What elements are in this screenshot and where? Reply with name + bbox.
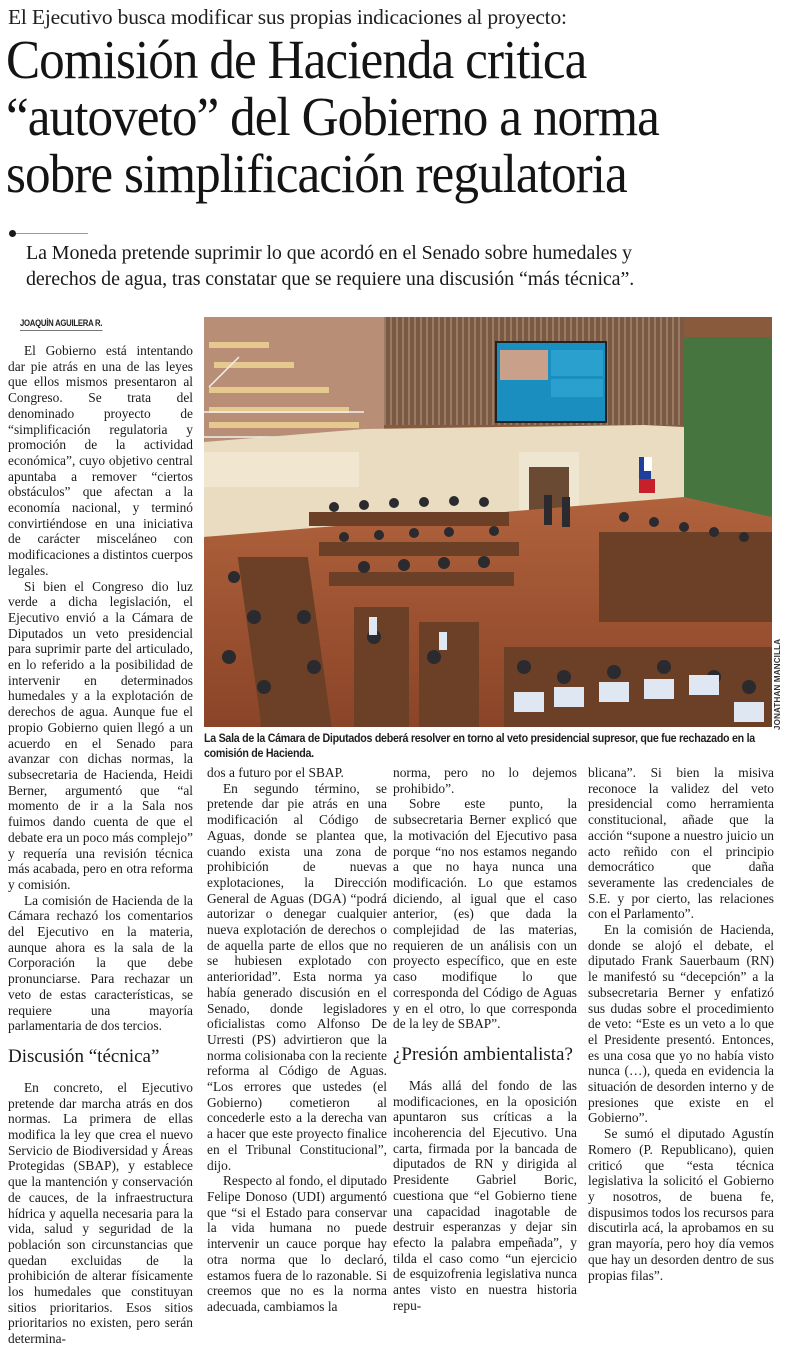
photo bbox=[204, 317, 772, 727]
column-4 bbox=[588, 765, 774, 1283]
chamber-photo-illustration bbox=[204, 317, 772, 727]
deck-rule bbox=[10, 233, 88, 234]
column-1 bbox=[8, 343, 193, 1347]
body-paragraph: Más allá del fondo de las modificaciones, en la oposición apuntaron sus críticas a la incoherencia del Ejecutivo. Una carta, firmada por la bancada de diputados de RN y dirigida al Presidente Gabriel Boric, cuestiona que “el Gobierno tiene una capacidad inagotable de destruir esperanzas y dejar sin efecto la palabra empeñada”, y tilda el caso como “un ejercicio de esquizofrenia legislativa nunca antes visto en nuestra historia repu- bbox=[393, 1077, 577, 1313]
body-paragraph: La comisión de Hacienda de la Cámara rechazó los comentarios del Ejecutivo en la materia, aunque ahora es la sala de la Corporación la que debe pronunciarse. Para rechazar un veto de estas características, se requiere una mayoría parlamentaria de dos tercios. bbox=[8, 892, 193, 1034]
photo-credit-text: JONATHAN MANCILLA bbox=[773, 638, 782, 730]
deck-bullet-icon bbox=[9, 230, 16, 237]
section-subheading: Discusión “técnica” bbox=[8, 1045, 160, 1067]
section-subheading: ¿Presión ambientalista? bbox=[393, 1043, 573, 1065]
body-paragraph: Se sumó el diputado Agustín Romero (P. Republicano), quien criticó que “esta técnica legislativa la solicitó el Gobierno y nosotros, de buena fe, dispusimos todos los recursos para discutirla acá, la aprobamos en su gran mayoría, pero hoy día vemos que hay un desorden dentro de sus propias filas”. bbox=[588, 1126, 774, 1283]
headline bbox=[6, 31, 731, 202]
photo-caption: La Sala de la Cámara de Diputados deberá resolver en torno al veto presidencial supresor, que fue rechazado en la comisión de Hacienda. bbox=[204, 732, 755, 760]
body-paragraph: Respecto al fondo, el diputado Felipe Donoso (UDI) argumentó que “si el Estado para conservar la vida humana no puede intervenir un cauce porque hay otra norma que lo declaró, estamos fuera de lo razonable. Si creemos que no es la norma adecuada, cambiamos la bbox=[207, 1173, 387, 1314]
byline: JOAQUÍN AGUILERA R. bbox=[20, 318, 102, 331]
kicker: El Ejecutivo busca modificar sus propias indicaciones al proyecto: bbox=[8, 5, 567, 29]
body-paragraph-continuation: dos a futuro por el SBAP. bbox=[207, 765, 344, 780]
body-paragraph-continuation: blicana”. Si bien la misiva reconoce la validez del veto presidencial como herramienta constitucional, añade que la acción “supone a nuestro juicio un acto reñido con el principio democrático que daña severamente las credenciales de S.E. y por cierto, las relaciones con el Parlamento”. bbox=[588, 765, 774, 922]
body-paragraph: Sobre este punto, la subsecretaria Berner explicó que la motivación del Ejecutivo pasa porque “no nos estamos negando a que no haya nunca una modificación. Lo que estamos diciendo, al igual que el caso anterior, (es) que dada la complejidad de las materias, requieren de un análisis con un proyecto específico, que en este caso modifique lo que corresponda del Código de Aguas y en el otro, lo que corresponda de la ley de SBAP”. bbox=[393, 796, 577, 1032]
deck-line: La Moneda pretende suprimir lo que acordó en el Senado sobre humedales y bbox=[26, 242, 632, 264]
deck-line: derechos de agua, tras constatar que se requiere una discusión “más técnica”. bbox=[26, 268, 635, 290]
body-paragraph: En concreto, el Ejecutivo pretende dar marcha atrás en dos normas. La primera de ellas modifica la ley que crea el nuevo Servicio de Biodiversidad y Áreas Protegidas (SBAP), y establece que la mantención y conservación de cauces, de la infraestructura hídrica y aquella necesaria para la vida, salud y seguridad de la población son circunstancias que quedan excluidas de la prohibición de alterar físicamente los humedales que constituyan sitios prioritarios. Esos sitios prioritarios no existen, pero serán determina- bbox=[8, 1079, 193, 1347]
body-paragraph: El Gobierno está intentando dar pie atrás en una de las leyes que ellos mismos presentaron al Congreso. Se trata del denominado proyecto de “simplificación regulatoria y promoción de la actividad económica”, cuyo objetivo central apuntaba a remover “ciertos obstáculos” que afectan a la economía nacional, y terminó convirtiéndose en una iniciativa de carácter misceláneo con modificaciones a distintos cuerpos legales. bbox=[8, 343, 193, 578]
headline-line: sobre simplificación regulatoria bbox=[6, 143, 627, 204]
body-paragraph: En la comisión de Hacienda, donde se alojó el debate, el diputado Frank Sauerbaum (RN) le manifestó su “decepción” a la subsecretaria Berner y enfatizó sus dudas sobre el procedimiento de veto: “Este es un veto a lo que el Presidente presentó. Entonces, es una cosa que yo no había visto nunca (…), queda en evidencia la situación de desorden interno y de presiones que existe en el Gobierno”. bbox=[588, 922, 774, 1126]
deck bbox=[26, 240, 785, 292]
photo-credit bbox=[773, 640, 785, 730]
body-paragraph: Si bien el Congreso dio luz verde a dicha legislación, el Ejecutivo envió a la Cámara de Diputados un veto presidencial para suprimir parte del articulado, en lo referido a la posibilidad de intervenir en determinados humedales y a la explotación de derechos de agua. Aunque fue el propio Gobierno quien llegó a un acuerdo en el Senado para avanzar con dichas normas, la subsecretaria de Hacienda, Heidi Berner, argumentó que “al momento de ir a la Sala nos fuimos dando cuenta de que el debate era un poco más complejo” y requería una revisión técnica más acabada, pero en otra reforma y comisión. bbox=[8, 578, 193, 892]
body-paragraph: En segundo término, se pretende dar pie atrás en una modificación al Código de Aguas, donde se plantea que, cuando exista una zona de prohibición de nuevas explotaciones, la Dirección General de Aguas (DGA) “podrá autorizar o denegar cualquier nueva explotación de derechos o de aquella parte de ellos que no se hubiesen explotado con anterioridad”. Esta norma ya había generado discusión en el Senado, donde legisladores oficialistas como Alfonso De Urresti (PS) advirtieron que la norma colisionaba con la reciente reforma al Código de Aguas. “Los errores que ustedes (el Gobierno) cometieron al concederle esto a la derecha van a hacer que este proyecto finalice en el Tribunal Constitucional”, dijo. bbox=[207, 780, 387, 1173]
column-3 bbox=[393, 765, 577, 1314]
headline-line: Comisión de Hacienda critica bbox=[6, 29, 587, 90]
column-2 bbox=[207, 765, 387, 1315]
headline-line: “autoveto” del Gobierno a norma bbox=[6, 86, 659, 147]
body-paragraph-continuation: norma, pero no lo dejemos prohibido”. bbox=[393, 765, 577, 796]
